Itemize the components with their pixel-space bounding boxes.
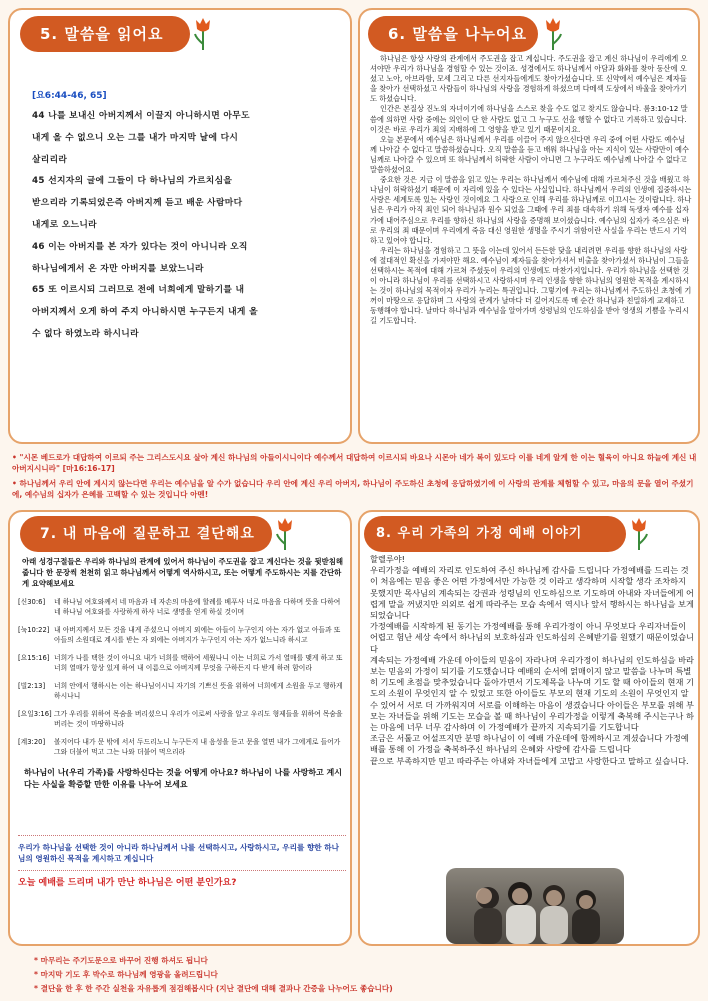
verse-line: 65 또 이르시되 그러므로 전에 너희에게 말하기를 내: [32, 285, 245, 296]
footer-bullet: [34, 983, 694, 994]
scripture-ref: [신30:6]: [18, 598, 46, 606]
scripture-ref: [계3:20]: [18, 738, 46, 746]
story-paragraph: 끝으로 부족하지만 믿고 따라주는 아내와 자녀들에게 고맙고 사랑한다고 말하고 싶습니다.: [370, 755, 689, 766]
scripture-ref: [빌2:13]: [18, 682, 46, 690]
divider: [18, 835, 346, 836]
family-photo-figures: [446, 868, 624, 944]
question-intro: 아래 성경구절들은 우리와 하나님의 관계에 있어서 하나님이 주도권을 잡고 계신다는 것을 뒷받침해 줍니다 한 문장씩 천천히 읽고 하나님께서 어떻게 역사하시고, 또는 어떻게 주도하시는 지를 간단하게 요약해보세요: [22, 557, 344, 588]
verse-line: 하나님에게서 온 자만 아버지를 보았느니라: [32, 263, 204, 274]
story-paragraph: 계속되는 가정예배 가운데 아이들의 믿음이 자라나며 우리가정이 하나님의 인도하심을 바라보는 믿음의 가정이 되기를 기도했습니다 예배의 순서에 얽매이지 않고 말씀을 나누며 특별히 기도에 초점을 맞추었습니다 돌아가면서 기도제목을 나누며 기도 할 때 아이들의 현재 기도의 소원이 무엇인지 알 수 있었고 또한 아이들도 부모의 현재 기도의 소원이 무엇인지 알 수 있어서 서로 더 가까워지며 서로를 이해하는 마음이 생겼습니다 아이들은 부모를 위해 부모는 자녀들을 위해 기도는 모습을 볼 때 하나님이 우리가정을 이렇게 축복해 주시는구나 하는 마음에 너무 너무 감사하며 이 가정예배가 끝까지 지속되기를 기도합니다: [370, 654, 694, 733]
story-paragraph: 우리가정을 예배의 자리로 인도하여 주신 하나님께 감사를 드립니다 가정예배를 드리는 것이 처음에는 믿음 좋은 어떤 가정에서만 가능한 것 이라고 생각하며 시작할 생각 조차하지 못했지만 목사님의 계속되는 강권과 성령님의 인도하심으로 기도하며 아내와 자녀들에게 어렵게 말을 꺼냈지만 의외로 쉽게 따라주는 모습 속에서 역시나 앞서 행하시는 하나님을 보게 되었습니다: [370, 565, 694, 621]
scripture-ref-item: [18, 625, 346, 645]
scripture-text: 내 아버지께서 모든 것을 내게 주셨으니 아버지 외에는 아들이 누구인지 아는 자가 없고 아들과 또 아들의 소원대로 계시를 받는 자 외에는 아버지가 누구인지 아는 자가 없느니라 하시고: [54, 626, 341, 644]
quote-bullet: [12, 478, 702, 500]
scripture-ref: [요15:16]: [18, 654, 50, 662]
footer-text: 마지막 기도 후 박수로 하나님께 영광을 올려드립니다: [40, 970, 218, 979]
section-7-title: 7. 내 마음에 질문하고 결단해요: [20, 516, 272, 552]
footer-text: 결단을 한 후 한 주간 실천을 자유롭게 점검해봅시다 (지난 결단에 대해 결과나 간증을 나누어도 좋습니다): [40, 984, 393, 993]
section-8-panel: [358, 510, 700, 946]
story-paragraph: 조금은 서툴고 어설프지만 분명 하나님이 이 예배 가운데에 함께하시고 계셨습니다 가정예배를 통해 이 가정을 축복하주신 하나님의 은혜와 사랑에 감사를 드립니다: [370, 733, 689, 755]
bullet-mark: •: [12, 453, 20, 462]
scripture-text: 너희가 나를 택한 것이 아니요 내가 너희를 택하여 세웠나니 이는 너희로 가서 열매를 맺게 하고 또 너희 열매가 항상 있게 하여 내 이름으로 아버지께 무엇을 구하든지 다 받게 하려 함이라: [54, 654, 343, 672]
footer-text: 마무리는 주기도문으로 바꾸어 진행 하셔도 됩니다: [40, 956, 208, 965]
sharing-text: [370, 54, 692, 440]
scripture-ref-item: [18, 709, 346, 729]
verse-line: 아버지께서 오게 하여 주지 아니하시면 누구든지 내게 올: [32, 307, 258, 318]
family-story: [370, 554, 694, 866]
sharing-paragraph: 오늘 본문에서 예수님은 하나님께서 우리를 이끌어 주지 않으신다면 우리 중에 어떤 사람도 예수님께 나아갈 수 없다고 말씀하셨습니다. 오직 말씀을 듣고 배워 하나님을 아는 지식이 있는 사람만이 예수님께로 나아갈 수 있으며 또 하나님께서 허락한 사람이 아니면 그 누구라도 예수님께 나아갈 수 없다고 말씀하셨어요.: [370, 134, 689, 175]
quote-bullet: [12, 452, 702, 474]
section-6-title: 6. 말씀을 나누어요: [368, 16, 538, 52]
story-paragraph: 할렐루야!: [370, 554, 405, 564]
scripture-ref-item: [18, 653, 346, 673]
quote-text: "시몬 베드로가 대답하여 이르되 주는 그리스도시요 살아 계신 하나님의 아들이시니이다 예수께서 대답하여 이르시되 바요나 시몬아 네가 복이 있도다 이를 네게 알게 한 이는 혈육이 아니요 하늘에 계신 내 아버지시니라" [마16:16-17]: [12, 453, 697, 473]
question-1: 하나님이 나(우리 가족)를 사랑하신다는 것을 어떻게 아나요? 하나님이 나를 사랑하고 계시다는 사실을 확증할 만한 이유를 나누어 보세요: [24, 768, 343, 789]
verse-line: 받으리라 기록되었은즉 아버지께 듣고 배운 사람마다: [32, 198, 243, 209]
sharing-paragraph: 하나님은 항상 사랑의 관계에서 주도권을 잡고 계십니다. 주도권을 잡고 계신 하나님이 우리에게 오셔야만 우리가 하나님을 경험할 수 있는 것이죠. 성경에서도 하나님께서 아담과 화와를 찾아 동산에 오셨고 노아, 아브라함, 모세 그리고 다른 선지자들에게도 찾아가셨습니다. 또 신약에서 예수님은 제자들을 찾아가 선택하셨고 사람들이 하나님의 사랑을 경험하게 하셨으며 다메섹 도상에서 바울을 찾아가기도 하셨습니다.: [370, 54, 688, 104]
verse-line: 44 나를 보내신 아버지께서 이끌지 아니하시면 아무도: [32, 111, 250, 121]
scripture-ref-item: [18, 597, 346, 617]
tulip-icon: [542, 16, 564, 52]
question-content: [18, 556, 346, 942]
scripture-text: 너희 안에서 행하시는 이는 하나님이시니 자기의 기쁘신 뜻을 위하여 너희에게 소원을 두고 행하게 하시나니: [54, 682, 343, 700]
selection-note: 우리가 하나님을 선택한 것이 아니라 하나님께서 나를 선택하시고, 사랑하시고, 우리를 향한 하나님의 영원하신 목적을 계시하고 계십니다: [18, 843, 339, 863]
scripture-text: 그가 우리를 위하여 목숨을 버리셨으니 우리가 이로써 사랑을 알고 우리도 형제들을 위하여 목숨을 버리는 것이 마땅하니라: [54, 710, 343, 728]
scripture-ref: [눅10:22]: [18, 626, 50, 634]
divider: [18, 870, 346, 871]
sharing-paragraph: 우리는 하나님을 경험하고 그 뜻을 이는데 있어서 든든한 닻을 내리려면 우리를 향한 하나님의 사랑에 절대적인 확신을 가져야만 해요. 예수님이 제자들을 찾아가셔서 비출을 찾아가셨서 하나님이 그들을 선택하시는 목적에 대해 가르쳐 주셨듯이 우리의 인생에도 마찬가지입니다. 우리가 하나님을 선택한 것이 아니라 하나님이 우리를 선택하시고 사랑하시며 우리 인생을 향한 하나님의 영원한 목적을 계시하시는 것이 하나님의 목적이자 우리가 누리는 특권입니다. 그렇기에 우리는 하나님께서 주도하신 초청에 기꺼이 마땅으로 응답하며 그 사랑의 관계가 날마다 더 깊어지도록 매 순간 하나님과 친밀하게 교제하고 동행해야 합니다. 날마다 하나님과 예수님을 알아가며 성령님의 인도하심을 받아 영생의 기쁨을 누리시길 기도합니다.: [370, 245, 692, 326]
sharing-paragraph: 중요한 것은 지금 이 말씀을 읽고 있는 우리는 하나님께서 예수님에 대해 가르쳐주신 것을 배웠고 하나님이 허락하셨기 때문에 이 자리에 있을 수 있다는 사실입니다. 하나님께서 우리의 인생에 집중하시는 사랑은 세계토록 있는 사랑인 것이에요 그 사랑으로 인해 우리를 하나님께로 이끄시는 것이랍니다. 하나님은 우리가 아직 죄인 되어 하나님과 원수 되었을 그때에 우리 죄를 대속하기 위해 독생자 예수를 십자가에 내어주심으로 우리를 향하신 하나님의 사랑을 증명해 보이셨습니다. 예수님의 십자가 죽으심은 바로 우리의 죄 때문이며 우리에게 죽음 대신 영원한 생명을 주시기 위함이란 사실을 우리는 반드시 기억하고 있어야 합니다.: [370, 175, 692, 245]
tulip-icon: [192, 16, 214, 52]
sharing-paragraph: 인간은 본질상 진노의 자녀이기에 하나님을 스스로 찾을 수도 없고 찾지도 않습니다. 롬3:10-12 말씀에 의하면 사람 중에는 의인이 단 한 사람도 없고 그 누구도 선을 행할 수 없다고 기록하고 있습니다. 이것은 바로 우리가 죄의 지배하에 그 영향을 받고 있기 때문이지요.: [370, 104, 688, 134]
bullet-mark: *: [34, 956, 41, 965]
quote-text: 하나님께서 우리 안에 계시지 않는다면 우리는 예수님을 알 수가 없습니다 우리 안에 계신 우리 아버지, 하나님이 주도하신 초청에 응답하였기에 이 사랑의 관계를 체험할 수 있고, 마음의 문을 열어 주셨기에, 예수님의 십자가 은혜를 고백할 수 있는 것입니다 아멘!: [12, 479, 694, 499]
section-8-title: 8. 우리 가족의 가정 예배 이야기: [364, 516, 626, 552]
passage-reference: [요6:44-46, 65]: [32, 91, 107, 101]
family-photo: [446, 868, 624, 944]
bible-passage: [32, 88, 342, 428]
tulip-icon: [274, 516, 296, 552]
verse-line: 내게로 오느니라: [32, 219, 97, 230]
footer-bullet: [34, 955, 694, 966]
verse-line: 내게 올 수 없으니 오는 그를 내가 마지막 날에 다시: [32, 132, 239, 143]
section-7-panel: [8, 510, 352, 946]
section-5-title: 5. 말씀을 읽어요: [20, 16, 190, 52]
tulip-icon: [628, 516, 650, 552]
verse-line: 45 선지자의 글에 그들이 다 하나님의 가르치심을: [32, 176, 233, 187]
scripture-text: 볼지어다 내가 문 밖에 서서 두드리노니 누구든지 내 음성을 듣고 문을 열면 내가 그에게로 들어가 그와 더불어 먹고 그는 나와 더불어 먹으리라: [54, 738, 341, 756]
section-6-panel: [358, 8, 700, 444]
footer-bullet: [34, 969, 694, 980]
bullet-mark: *: [34, 984, 41, 993]
bullet-mark: *: [34, 970, 41, 979]
verse-line: 살리리라: [32, 154, 68, 165]
story-paragraph: 가정예배를 시작하게 된 동기는 가정예배를 통해 우리가정이 아니 무엇보다 우리자녀들이 어렵고 험난 세상 속에서 하나님의 보호하심과 인도하심의 은혜받기를 원했기 때문이었습니다: [370, 621, 694, 654]
question-2: 오늘 예배를 드리며 내가 만난 하나님은 어떤 분인가요?: [18, 878, 237, 888]
verse-line: 46 이는 아버지를 본 자가 있다는 것이 아니니라 오직: [32, 241, 248, 252]
section-5-panel: [8, 8, 352, 444]
verse-line: 수 없다 하였노라 하시니라: [32, 328, 139, 339]
bullet-mark: •: [12, 479, 20, 488]
scripture-ref: [요일3:16]: [18, 710, 52, 718]
scripture-ref-item: [18, 737, 346, 757]
scripture-ref-item: [18, 681, 346, 701]
scripture-text: 네 하나님 여호와께서 네 마음과 네 자손의 마음에 할례를 베푸사 너로 마음을 다하며 뜻을 다하여 네 하나님 여호와를 사랑하게 하사 너로 생명을 얻게 하실 것이며: [54, 598, 341, 616]
